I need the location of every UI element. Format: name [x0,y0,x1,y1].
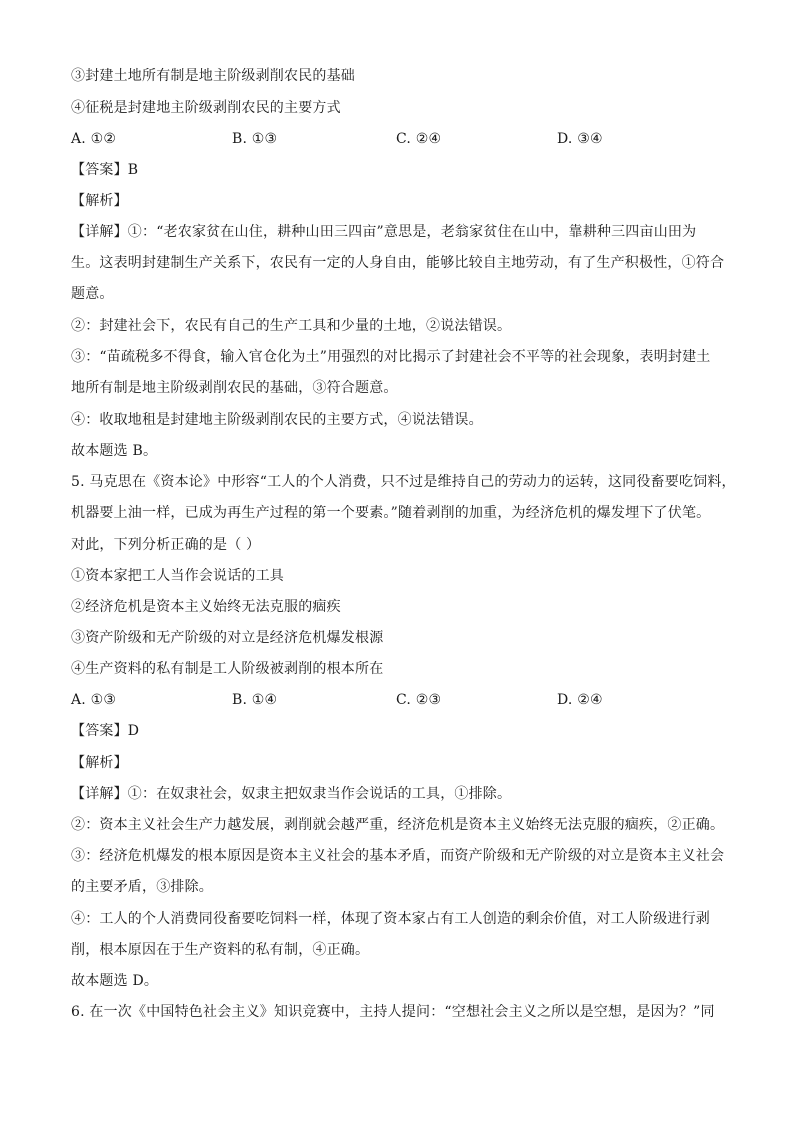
q5-statement-4: ④生产资料的私有制是工人阶级被剥削的根本所在 [71,661,384,677]
q4-option-d: D. ③④ [557,131,603,147]
q4-detail-3-line-1: ③：“苗疏税多不得食，输入官仓化为土”用强烈的对比揭示了封建社会不平等的社会现象，表明封建土 [71,349,711,365]
q6-stem-line-1: 6. 在一次《中国特色社会主义》知识竞赛中，主持人提问：“空想社会主义之所以是空想，是因为？”同 [71,1004,715,1020]
q5-conclusion: 故本题选 D。 [71,973,159,989]
q5-option-b: B. ①④ [232,692,278,708]
q5-detail-2: ②：资本主义社会生产力越发展，剥削就会越严重，经济危机是资本主义始终无法克服的痼疾，②正确。 [71,817,725,833]
q5-options [71,690,754,710]
q5-statement-2: ②经济危机是资本主义始终无法克服的痼疾 [71,599,341,615]
q5-stem-line-2: 机器要上油一样，已成为再生产过程的第一个要素。”随着剥削的加重，为经济危机的爆发埋下了伏笔。 [71,505,711,521]
q5-detail-1: 【详解】①：在奴隶社会，奴隶主把奴隶当作会说话的工具，①排除。 [71,786,512,802]
q4-option-a: A. ①② [71,131,117,147]
q4-detail-1-line-1: 【详解】①：“老农家贫在山住，耕种山田三四亩”意思是，老翁家贫住在山中，靠耕种三四亩山田为 [71,224,697,240]
q4-option-b: B. ①③ [232,131,278,147]
q4-statement-3: ③封建土地所有制是地主阶级剥削农民的基础 [71,68,355,84]
q4-detail-2: ②：封建社会下，农民有自己的生产工具和少量的土地，②说法错误。 [71,318,512,334]
q4-conclusion: 故本题选 B。 [71,443,158,459]
q4-detail-1-line-3: 题意。 [71,286,114,302]
q5-statement-3: ③资产阶级和无产阶级的对立是经济危机爆发根源 [71,630,384,646]
q5-stem-line-1: 5. 马克思在《资本论》中形容“工人的个人消费，只不过是维持自己的劳动力的运转，这同役畜要吃饲料， [71,474,736,490]
q5-stem-line-3: 对此，下列分析正确的是（ ） [71,537,261,553]
q4-analysis-heading: 【解析】 [71,193,128,209]
q5-detail-4-line-2: 削，根本原因在于生产资料的私有制，④正确。 [71,942,370,958]
q5-analysis-heading: 【解析】 [71,755,128,771]
q4-detail-1-line-2: 生。这表明封建制生产关系下，农民有一定的人身自由，能够比较自主地劳动，有了生产积极性，①符合 [71,255,725,271]
q4-detail-3-line-2: 地所有制是地主阶级剥削农民的基础，③符合题意。 [71,380,398,396]
q5-option-a: A. ①③ [71,692,117,708]
q4-answer: 【答案】B [71,162,139,178]
q5-answer: 【答案】D [71,723,140,739]
q5-option-c: C. ②③ [396,692,442,708]
q4-options [71,129,754,149]
q5-option-d: D. ②④ [557,692,603,708]
q5-statement-1: ①资本家把工人当作会说话的工具 [71,568,284,584]
q5-detail-3-line-1: ③：经济危机爆发的根本原因是资本主义社会的基本矛盾，而资产阶级和无产阶级的对立是资本主义社会 [71,848,725,864]
q4-option-c: C. ②④ [396,131,442,147]
q4-detail-4: ④：收取地租是封建地主阶级剥削农民的主要方式，④说法错误。 [71,412,483,428]
q5-detail-4-line-1: ④：工人的个人消费同役畜要吃饲料一样，体现了资本家占有工人创造的剩余价值，对工人阶级进行剥 [71,911,710,927]
q4-statement-4: ④征税是封建地主阶级剥削农民的主要方式 [71,100,341,116]
q5-detail-3-line-2: 的主要矛盾，③排除。 [71,879,213,895]
